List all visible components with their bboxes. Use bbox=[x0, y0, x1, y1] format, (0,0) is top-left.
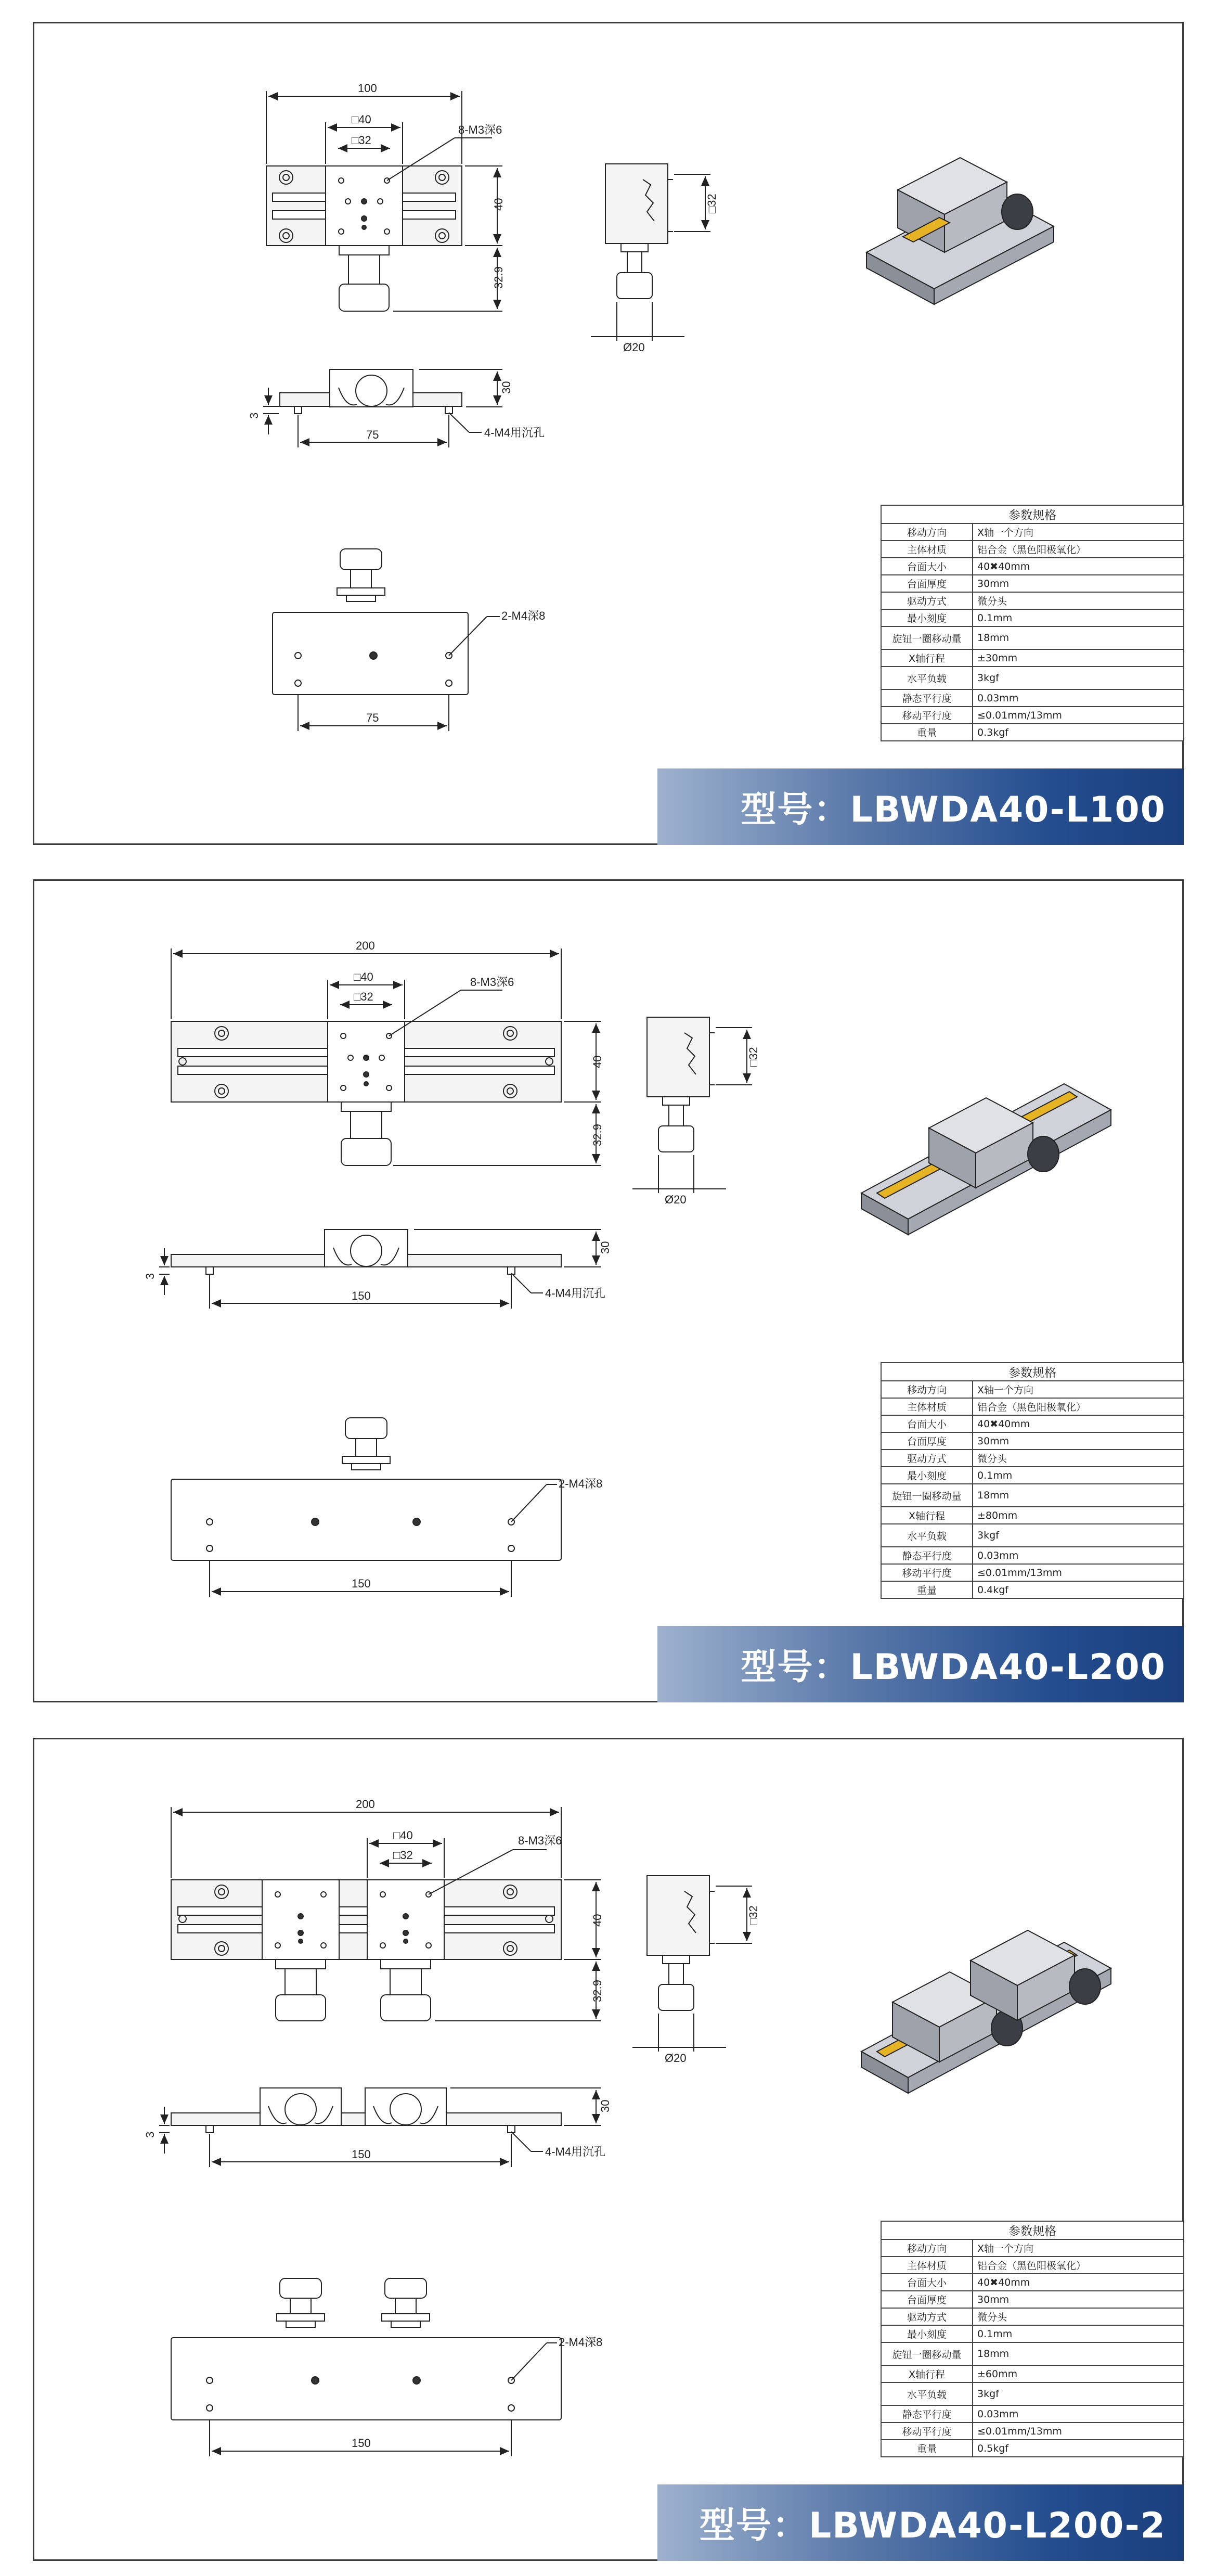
dim-width: 200 bbox=[356, 939, 375, 952]
dim-height-329: 32.9 bbox=[492, 266, 505, 289]
dim-pitch-front: 75 bbox=[366, 428, 379, 441]
dim-square-40: □40 bbox=[354, 970, 373, 983]
top-view bbox=[171, 949, 601, 1165]
spec-row: X轴行程 ±80mm bbox=[881, 1507, 1184, 1524]
front-view bbox=[159, 2088, 601, 2167]
dim-diameter-20: Ø20 bbox=[623, 341, 645, 354]
dim-front-3: 3 bbox=[248, 412, 261, 419]
spec-row: 静态平行度 0.03mm bbox=[881, 2405, 1184, 2423]
dim-square-32: □32 bbox=[393, 1849, 413, 1862]
dim-square-40: □40 bbox=[393, 1829, 413, 1842]
spec-row: 台面厚度 30mm bbox=[881, 2291, 1184, 2308]
dim-height-40: 40 bbox=[591, 1055, 604, 1068]
dim-square-32: □32 bbox=[352, 134, 371, 147]
front-view bbox=[159, 1229, 601, 1309]
spec-row: 主体材质 铝合金（黑色阳极氧化） bbox=[881, 1398, 1184, 1415]
model-banner bbox=[657, 1626, 1184, 1702]
spec-row: 移动平行度 ≤0.01mm/13mm bbox=[881, 2423, 1184, 2440]
spec-row: 移动平行度 ≤0.01mm/13mm bbox=[881, 1564, 1184, 1581]
dim-side-32: □32 bbox=[705, 194, 718, 213]
dim-front-30: 30 bbox=[599, 1241, 612, 1254]
dim-diameter-20: Ø20 bbox=[665, 1193, 687, 1206]
spec-row: 驱动方式 微分头 bbox=[881, 1450, 1184, 1467]
spec-row: 台面大小 40✖40mm bbox=[881, 1415, 1184, 1432]
spec-row: 旋钮一圈移动量 18mm bbox=[881, 2342, 1184, 2365]
spec-row: 旋钮一圈移动量 18mm bbox=[881, 626, 1184, 649]
dim-side-32: □32 bbox=[747, 1047, 760, 1067]
dim-front-30: 30 bbox=[599, 2099, 612, 2112]
spec-row: 主体材质 铝合金（黑色阳极氧化） bbox=[881, 541, 1184, 558]
dim-front-30: 30 bbox=[500, 381, 513, 394]
spec-row: 台面厚度 30mm bbox=[881, 1432, 1184, 1450]
label-counterbore: 4-M4用沉孔 bbox=[484, 426, 545, 439]
spec-title: 参数规格 bbox=[881, 2221, 1184, 2239]
spec-row: X轴行程 ±30mm bbox=[881, 649, 1184, 667]
spec-table bbox=[881, 2221, 1184, 2457]
spec-row: 旋钮一圈移动量 18mm bbox=[881, 1484, 1184, 1507]
spec-title: 参数规格 bbox=[881, 1363, 1184, 1381]
label-thread-bottom: 2-M4深8 bbox=[559, 1477, 603, 1490]
model-label: 型号：LBWDA40-L200 bbox=[741, 1647, 1166, 1688]
dim-width: 200 bbox=[356, 1798, 375, 1811]
model-banner bbox=[657, 2484, 1184, 2561]
spec-row: 重量 0.3kgf bbox=[881, 724, 1184, 741]
dim-front-3: 3 bbox=[144, 2131, 157, 2138]
spec-row: 水平负载 3kgf bbox=[881, 1524, 1184, 1547]
spec-row: 移动方向 X轴一个方向 bbox=[881, 1381, 1184, 1398]
spec-row: 最小刻度 0.1mm bbox=[881, 2325, 1184, 2342]
product-render bbox=[861, 1930, 1111, 2093]
product-panel-l200 bbox=[33, 879, 1184, 1702]
spec-row: X轴行程 ±60mm bbox=[881, 2365, 1184, 2382]
label-counterbore: 4-M4用沉孔 bbox=[545, 2145, 606, 2158]
side-view bbox=[632, 1876, 752, 2052]
dim-pitch-front: 150 bbox=[352, 1289, 371, 1302]
label-thread-bottom: 2-M4深8 bbox=[501, 609, 546, 622]
dim-width: 100 bbox=[358, 82, 377, 95]
bottom-view bbox=[273, 549, 500, 731]
spec-title: 参数规格 bbox=[881, 505, 1184, 523]
dim-pitch-bottom: 150 bbox=[352, 1577, 371, 1590]
model-banner bbox=[657, 768, 1184, 845]
dim-square-40: □40 bbox=[352, 113, 371, 126]
dim-height-329: 32.9 bbox=[591, 1980, 604, 2002]
spec-row: 台面大小 40✖40mm bbox=[881, 2274, 1184, 2291]
spec-row: 重量 0.4kgf bbox=[881, 1581, 1184, 1598]
front-view bbox=[263, 369, 502, 447]
product-render bbox=[866, 158, 1054, 304]
product-render bbox=[861, 1084, 1111, 1235]
spec-row: 驱动方式 微分头 bbox=[881, 2308, 1184, 2325]
spec-row: 移动方向 X轴一个方向 bbox=[881, 2239, 1184, 2257]
model-label: 型号：LBWDA40-L100 bbox=[741, 789, 1166, 830]
dim-diameter-20: Ø20 bbox=[665, 2052, 687, 2065]
side-view bbox=[632, 1017, 752, 1193]
spec-row: 静态平行度 0.03mm bbox=[881, 689, 1184, 707]
label-counterbore: 4-M4用沉孔 bbox=[545, 1287, 606, 1300]
spec-row: 台面厚度 30mm bbox=[881, 575, 1184, 592]
model-label: 型号：LBWDA40-L200-2 bbox=[699, 2505, 1166, 2546]
dim-side-32: □32 bbox=[747, 1905, 760, 1925]
dim-height-40: 40 bbox=[492, 198, 505, 211]
spec-row: 驱动方式 微分头 bbox=[881, 592, 1184, 609]
bottom-view bbox=[171, 1418, 561, 1597]
side-view bbox=[591, 164, 710, 341]
spec-row: 移动方向 X轴一个方向 bbox=[881, 523, 1184, 541]
spec-row: 水平负载 3kgf bbox=[881, 667, 1184, 689]
spec-row: 移动平行度 ≤0.01mm/13mm bbox=[881, 707, 1184, 724]
spec-table bbox=[881, 1362, 1184, 1599]
spec-row: 主体材质 铝合金（黑色阳极氧化） bbox=[881, 2257, 1184, 2274]
spec-row: 重量 0.5kgf bbox=[881, 2440, 1184, 2457]
spec-table bbox=[881, 505, 1184, 741]
dim-square-32: □32 bbox=[354, 990, 373, 1003]
label-thread-top: 8-M3深6 bbox=[470, 976, 514, 989]
spec-row: 最小刻度 0.1mm bbox=[881, 1467, 1184, 1484]
dim-pitch-bottom: 150 bbox=[352, 2437, 371, 2450]
dim-pitch-front: 150 bbox=[352, 2148, 371, 2161]
spec-row: 静态平行度 0.03mm bbox=[881, 1547, 1184, 1564]
dim-pitch-bottom: 75 bbox=[366, 711, 379, 724]
label-thread-top: 8-M3深6 bbox=[458, 123, 502, 136]
spec-row: 最小刻度 0.1mm bbox=[881, 609, 1184, 626]
spec-row: 台面大小 40✖40mm bbox=[881, 558, 1184, 575]
spec-row: 水平负载 3kgf bbox=[881, 2382, 1184, 2405]
dim-front-3: 3 bbox=[144, 1273, 157, 1279]
dim-height-40: 40 bbox=[591, 1914, 604, 1927]
product-panel-l100 bbox=[33, 22, 1184, 845]
bottom-view bbox=[171, 2278, 561, 2456]
product-panel-l200-2 bbox=[33, 1738, 1184, 2561]
label-thread-top: 8-M3深6 bbox=[518, 1834, 562, 1847]
dim-height-329: 32.9 bbox=[591, 1124, 604, 1146]
label-thread-bottom: 2-M4深8 bbox=[559, 2336, 603, 2349]
